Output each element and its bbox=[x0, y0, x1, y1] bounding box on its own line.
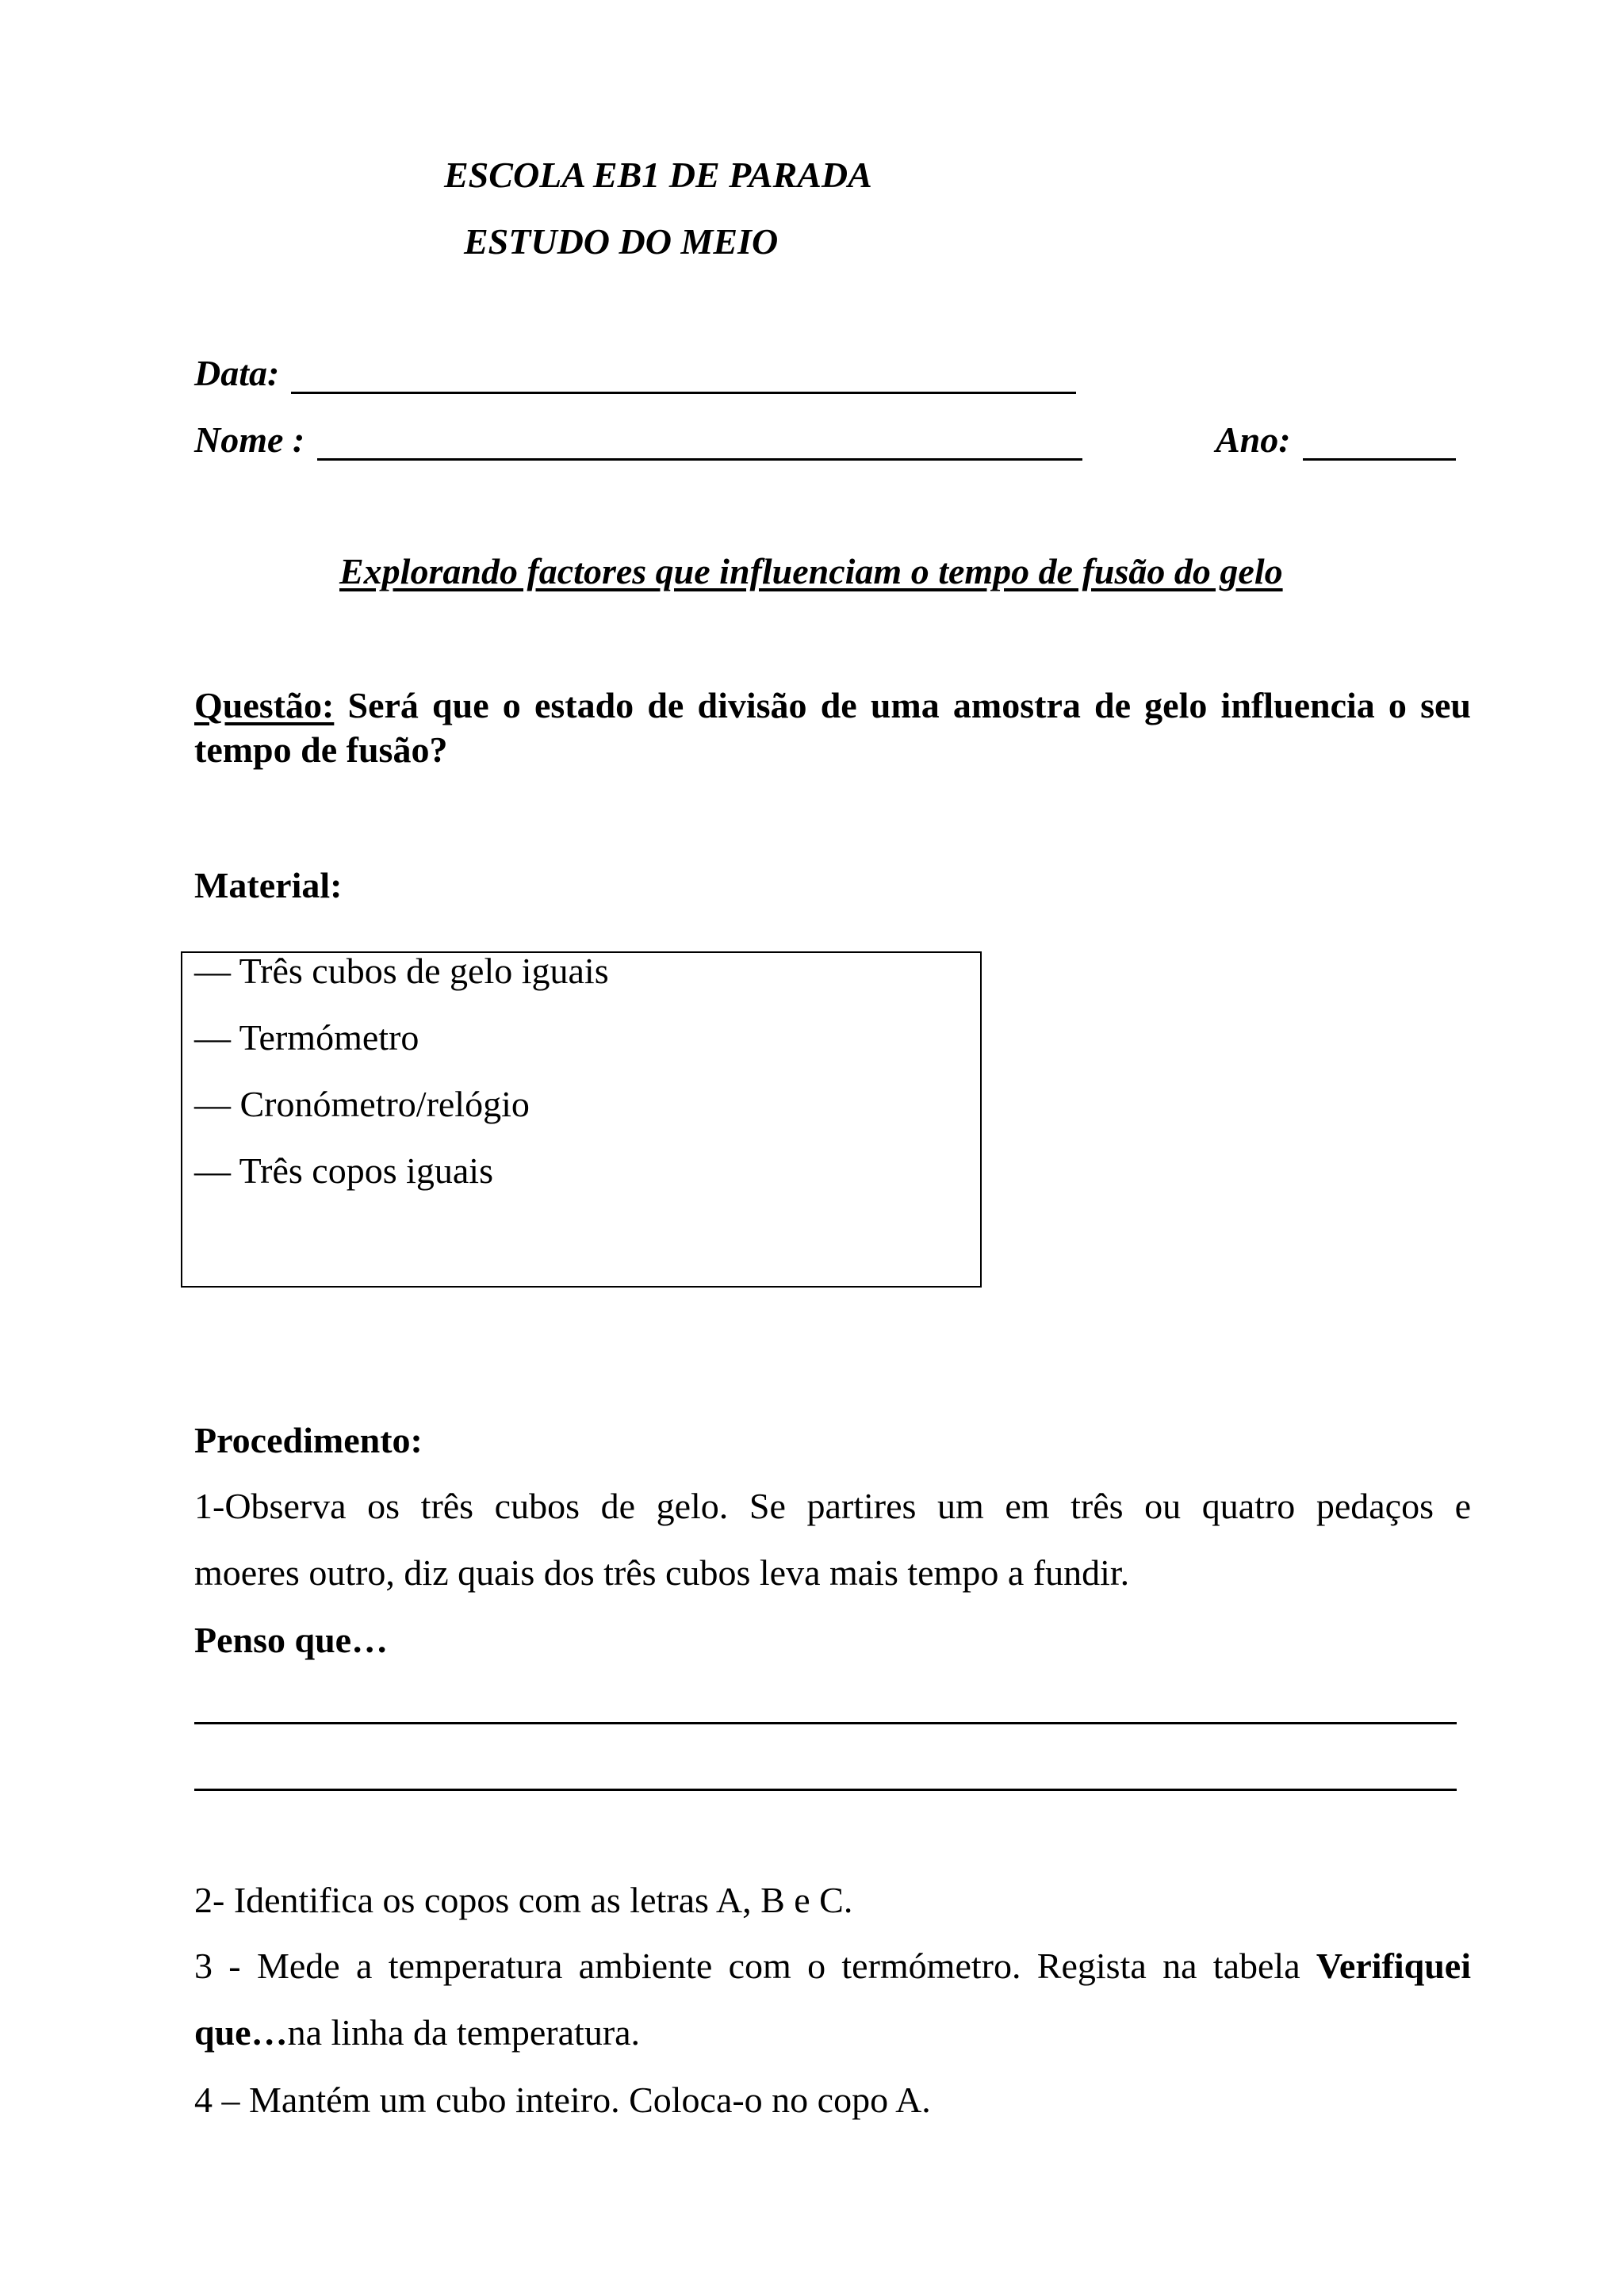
question-text: Será que o estado de divisão de uma amostra de gelo influencia o seu tempo de fusão? bbox=[194, 685, 1471, 770]
date-field-line[interactable] bbox=[291, 392, 1076, 394]
year-field-line[interactable] bbox=[1303, 458, 1456, 461]
material-item: — Três copos iguais bbox=[194, 1150, 493, 1191]
name-field-line[interactable] bbox=[317, 458, 1082, 461]
school-name: ESCOLA EB1 DE PARADA bbox=[444, 155, 872, 195]
think-label: Penso que… bbox=[194, 1620, 389, 1660]
material-heading: Material: bbox=[194, 865, 343, 905]
worksheet-title: Explorando factores que influenciam o tempo de fusão do gelo bbox=[339, 551, 1283, 591]
step-3-text: 3 - Mede a temperatura ambiente com o termómetro. Regista na tabela bbox=[194, 1946, 1316, 1986]
question-paragraph bbox=[194, 683, 1471, 772]
name-label: Nome : bbox=[194, 419, 305, 460]
step-1-line-2: moeres outro, diz quais dos três cubos leva mais tempo a fundir. bbox=[194, 1552, 1130, 1593]
answer-line-1[interactable] bbox=[194, 1722, 1457, 1724]
step-3-line-2 bbox=[194, 1999, 1471, 2066]
question-label: Questão: bbox=[194, 685, 335, 725]
procedure-heading: Procedimento: bbox=[194, 1420, 423, 1460]
step-3-text-2: na linha da temperatura. bbox=[287, 2012, 641, 2053]
material-item: — Termómetro bbox=[194, 1017, 419, 1058]
step-3-bold-2: que… bbox=[194, 2012, 288, 2053]
step-2: 2- Identifica os copos com as letras A, B e C. bbox=[194, 1880, 853, 1920]
step-4: 4 – Mantém um cubo inteiro. Coloca-o no copo A. bbox=[194, 2080, 931, 2120]
date-label: Data: bbox=[194, 353, 280, 393]
step-3 bbox=[194, 1933, 1471, 2066]
step-3-bold: Verifiquei bbox=[1316, 1946, 1471, 1986]
step-3-line-1 bbox=[194, 1933, 1471, 1999]
step-1-line-1: 1-Observa os três cubos de gelo. Se partires um em três ou quatro pedaços e bbox=[194, 1486, 1471, 1526]
answer-line-2[interactable] bbox=[194, 1789, 1457, 1791]
step-1 bbox=[194, 1473, 1471, 1606]
subject-title: ESTUDO DO MEIO bbox=[464, 221, 779, 262]
year-label: Ano: bbox=[1216, 419, 1291, 460]
material-item: — Cronómetro/relógio bbox=[194, 1084, 530, 1124]
material-item: — Três cubos de gelo iguais bbox=[194, 951, 609, 991]
